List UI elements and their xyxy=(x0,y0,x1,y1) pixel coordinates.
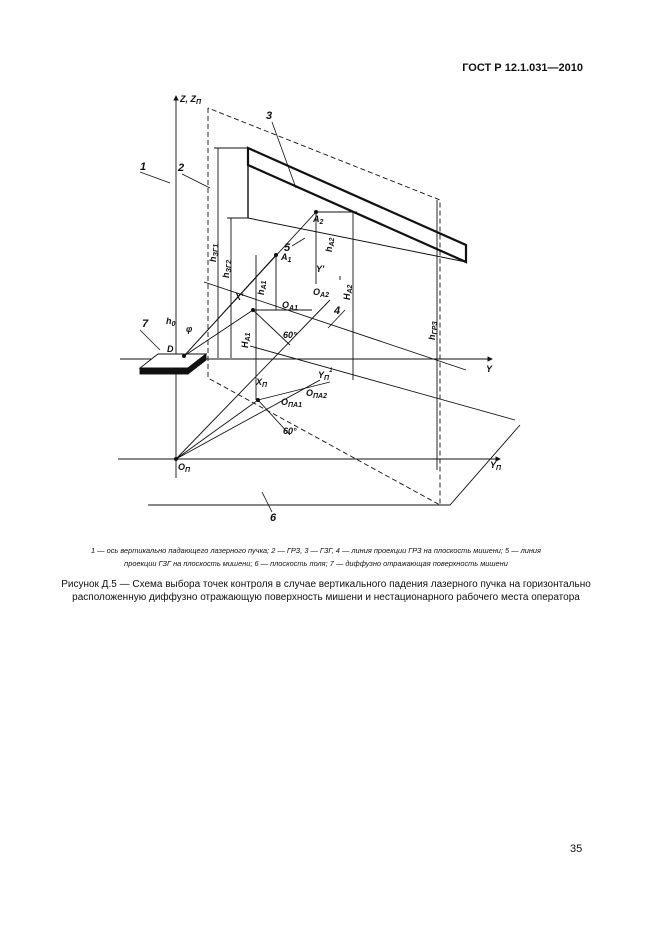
h-a2-label: $h_{A2}$ xyxy=(324,237,336,252)
callout-3: 3 xyxy=(266,110,273,122)
a2-label: $A_2$ xyxy=(313,214,324,226)
legend-line-1: 1 — ось вертикально падающего лазерного пучка; 2 — ГРЗ, 3 — ГЗГ, 4 — линия проекции ГРЗ на плоскость мишени; 5 — линия xyxy=(91,546,541,555)
caption-line-2: расположенную диффузно отражающую поверхность мишени и нестационарного рабочего места оператора xyxy=(72,592,580,603)
opa2-label: $O_{ПА2}$ xyxy=(306,388,327,400)
legend-line-2: проекции ГЗГ на плоскость мишени; 6 — плоскость поля; 7 — диффузно отражающая поверхность мишени xyxy=(124,559,508,568)
H-a1-label: $H_{A1}$ xyxy=(240,332,252,348)
yp1-label: $Y_П^1$ xyxy=(318,368,333,382)
H-a2-label: $H_{A2}$ xyxy=(342,284,354,300)
h-grz-label: $h_{ГРЗ}$ xyxy=(427,321,439,340)
op-label: $O_П$ xyxy=(178,462,191,474)
callout-1: 1 xyxy=(140,161,147,173)
figure-caption xyxy=(46,578,606,604)
gzg-slab xyxy=(248,148,466,262)
callout-5: 5 xyxy=(284,242,291,254)
h-gz2-label: $h_{ЗГ2}$ xyxy=(221,259,233,278)
callout-7: 7 xyxy=(142,318,149,330)
angle-2-label: 60° xyxy=(283,426,297,436)
oa1-label: $O_{A1}$ xyxy=(282,300,298,312)
callout-4: 4 xyxy=(334,305,341,317)
d-label: D xyxy=(167,344,174,354)
oa2-label: $O_{A2}$ xyxy=(313,287,329,299)
x1-label: X' xyxy=(235,292,244,302)
xp-label: $X_П$ xyxy=(256,377,268,389)
axis-z-label: Z, $Z_П$ xyxy=(180,94,202,106)
a1-label: $A_1$ xyxy=(281,252,292,264)
h-gz1-label: $h_{ЗГ1}$ xyxy=(208,243,220,262)
h-a1-label: $h_{A1}$ xyxy=(256,280,268,295)
caption-line-1: Рисунок Д.5 — Схема выбора точек контроля в случае вертикального падения лазерного пучка на горизонтально xyxy=(61,579,591,590)
page-number: 35 xyxy=(570,843,583,855)
field-plane xyxy=(148,425,520,505)
y-axis-label: Y xyxy=(486,364,493,374)
h0-label: $h_0$ xyxy=(166,316,176,328)
yprime-label: Y' xyxy=(316,264,325,274)
yp-axis-label: $Y_П$ xyxy=(490,460,502,472)
figure-legend xyxy=(46,544,586,570)
opa1-label: $O_{ПА1}$ xyxy=(281,397,302,409)
callout-2: 2 xyxy=(178,162,185,174)
callout-6: 6 xyxy=(270,512,277,524)
phi-label: φ xyxy=(186,324,193,334)
angle-1-label: 60° xyxy=(283,330,297,340)
standard-header: ГОСТ Р 12.1.031—2010 xyxy=(462,62,583,74)
